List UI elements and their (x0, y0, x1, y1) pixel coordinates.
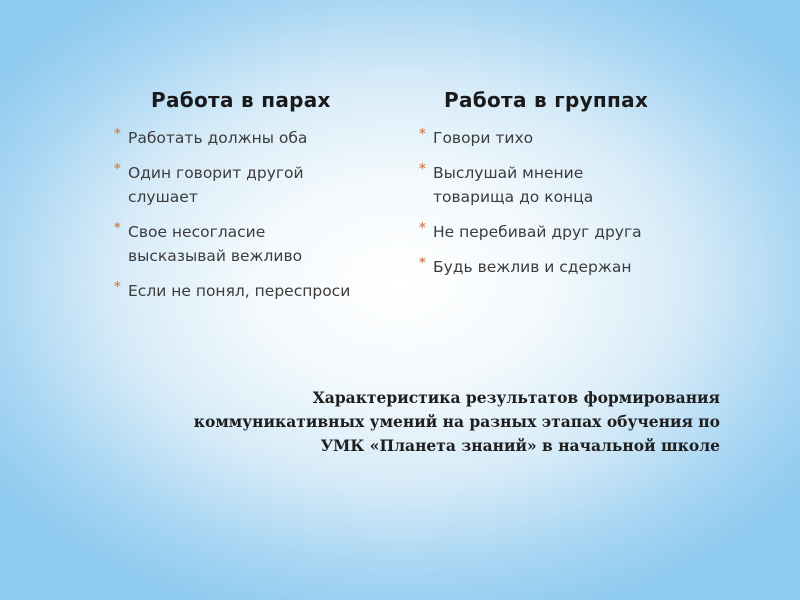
group-work-rules-list (417, 126, 707, 279)
list-item (112, 279, 402, 303)
asterisk-icon: * (419, 127, 426, 142)
list-item-text-continued: слушает (128, 188, 198, 206)
asterisk-icon: * (114, 127, 121, 142)
list-item-text: Говори тихо (433, 129, 534, 147)
list-item (417, 161, 707, 209)
pairs-work-heading: Работа в парах (151, 88, 331, 112)
caption-line: коммуникативных умений на разных этапах обучения по (193, 412, 720, 431)
slide-caption (120, 386, 720, 458)
pairs-work-column (112, 88, 402, 314)
caption-line: УМК «Планета знаний» в начальной школе (320, 436, 720, 455)
list-item-text: Не перебивай друг друга (433, 223, 642, 241)
asterisk-icon: * (419, 221, 426, 236)
list-item-text: Выслушай мнение (433, 164, 584, 182)
asterisk-icon: * (114, 280, 121, 295)
list-item-text: Один говорит другой (128, 164, 304, 182)
list-item-text: Работать должны оба (128, 129, 308, 147)
caption-line: Характеристика результатов формирования (312, 388, 720, 407)
list-item (417, 126, 707, 150)
list-item-text-continued: высказывай вежливо (128, 247, 303, 265)
list-item (112, 126, 402, 150)
group-work-heading: Работа в группах (444, 88, 649, 112)
list-item (112, 161, 402, 209)
list-item-text: Свое несогласие (128, 223, 266, 241)
list-item (417, 220, 707, 244)
list-item-text: Если не понял, переспроси (128, 282, 351, 300)
list-item (417, 255, 707, 279)
pairs-work-rules-list (112, 126, 402, 303)
group-work-column (417, 88, 707, 290)
list-item (112, 220, 402, 268)
list-item-text: Будь вежлив и сдержан (433, 258, 632, 276)
asterisk-icon: * (419, 256, 426, 271)
asterisk-icon: * (419, 162, 426, 177)
asterisk-icon: * (114, 162, 121, 177)
asterisk-icon: * (114, 221, 121, 236)
list-item-text-continued: товарища до конца (433, 188, 594, 206)
